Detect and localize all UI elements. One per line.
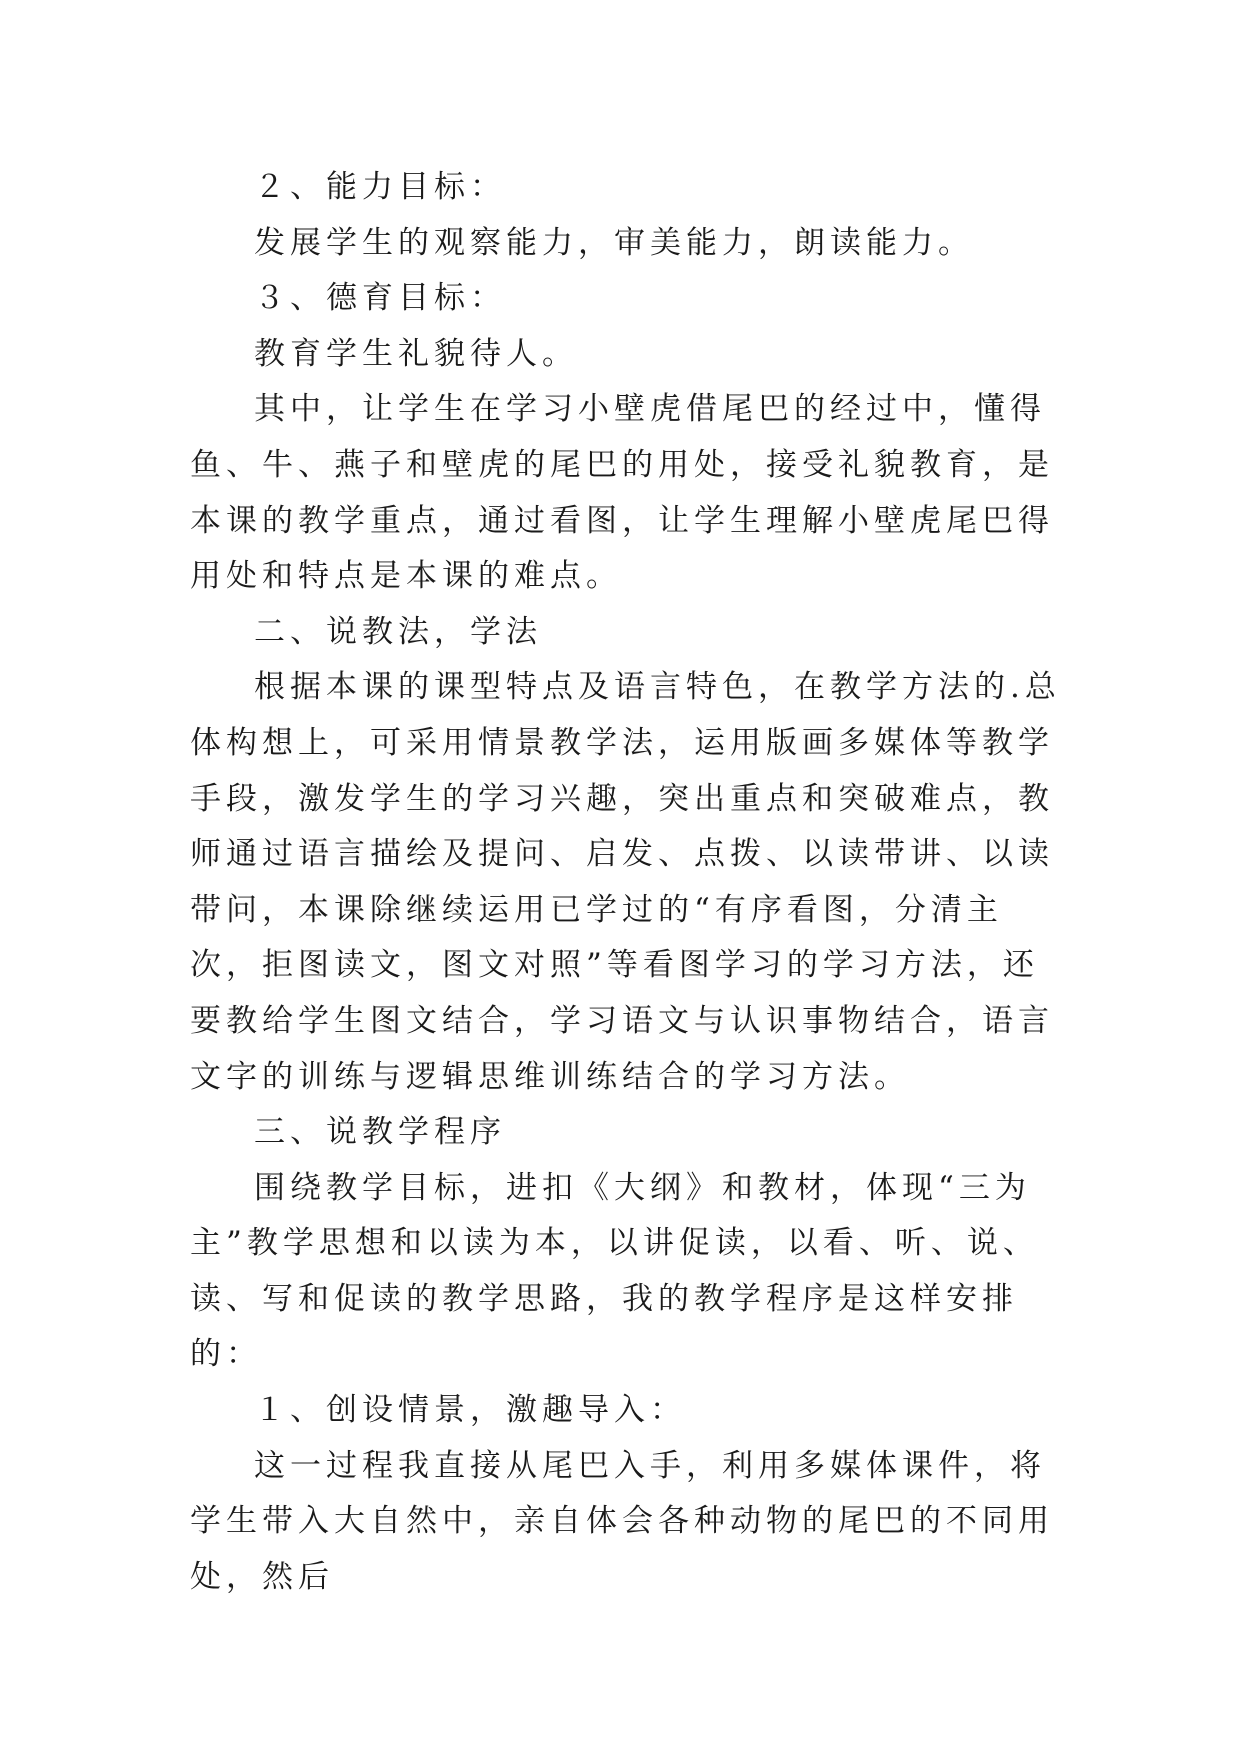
paragraph-key-points: 其中，让学生在学习小壁虎借尾巴的经过中，懂得鱼、牛、燕子和壁虎的尾巴的用处，接受礼貌教育，是本课的教学重点，通过看图，让学生理解小壁虎尾巴得用处和特点是本课的难点。 bbox=[190, 391, 1054, 595]
paragraph-teaching-procedure: 围绕教学目标，进扣《大纲》和教材，体现“三为主”教学思想和以读为本，以讲促读，以看、听、说、读、写和促读的教学思路，我的教学程序是这样安排的： bbox=[190, 1169, 1039, 1373]
heading-teaching-procedure: 三、说教学程序 bbox=[254, 1114, 506, 1151]
heading-moral-goal: ３、德育目标： bbox=[254, 280, 506, 317]
document-body bbox=[190, 160, 1070, 1605]
heading-ability-goal: ２、能力目标： bbox=[254, 169, 506, 205]
heading-step-one: １、创设情景，激趣导入： bbox=[254, 1392, 686, 1429]
paragraph-step-one: 这一过程我直接从尾巴入手，利用多媒体课件，将学生带入大自然中，亲自体会各种动物的尾巴的不同用处，然后 bbox=[190, 1447, 1054, 1595]
paragraph-ability-goal: 发展学生的观察能力，审美能力，朗读能力。 bbox=[254, 224, 974, 261]
heading-teaching-methods: 二、说教法，学法 bbox=[254, 613, 542, 650]
paragraph-moral-goal: 教育学生礼貌待人。 bbox=[254, 335, 578, 372]
paragraph-teaching-methods: 根据本课的课型特点及语言特色，在教学方法的.总体构想上，可采用情景教学法，运用版画多媒体等教学手段，激发学生的学习兴趣，突出重点和突破难点，教师通过语言描绘及提问、启发、点拨、以读带讲、以读带问，本课除继续运用已学过的“有序看图，分清主次，拒图读文，图文对照”等看图学习的学习方法，还要教给学生图文结合，学习语文与认识事物结合，语言文字的训练与逻辑思维训练结合的学习方法。 bbox=[190, 669, 1061, 1095]
